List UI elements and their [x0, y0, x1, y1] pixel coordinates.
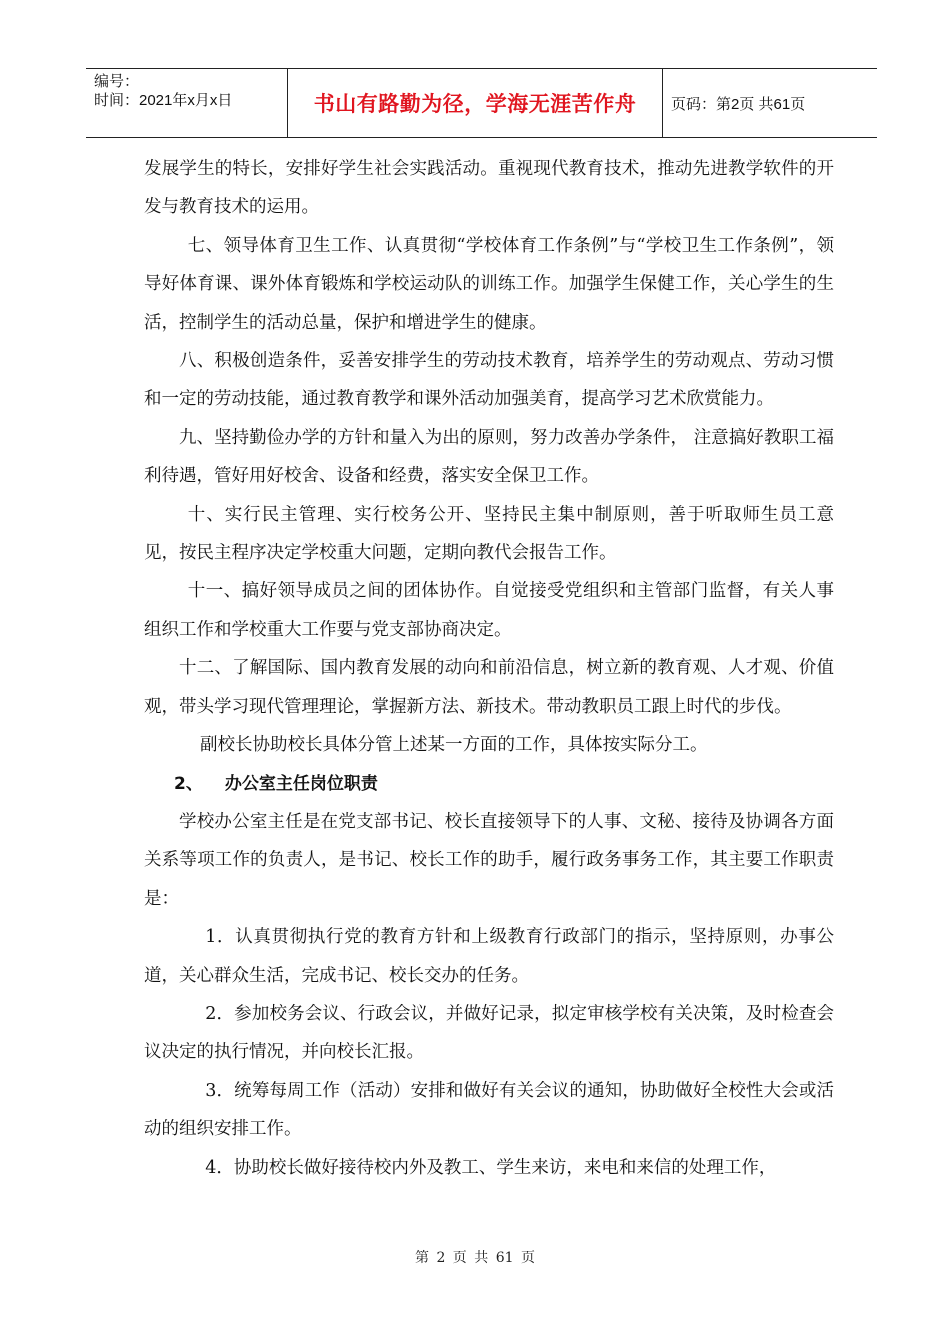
- section-heading: [144, 765, 834, 803]
- paragraph: 副校长协助校长具体分管上述某一方面的工作，具体按实际分工。: [200, 735, 708, 756]
- list-item: 1．认真贯彻执行党的教育方针和上级教育行政部门的指示，坚持原则，办事公道，关心群众生活，完成书记、校长交办的任务。: [144, 927, 834, 986]
- list-item: 4．协助校长做好接待校内外及教工、学生来访，来电和来信的处理工作，: [205, 1157, 777, 1178]
- header-motto-cell: [288, 69, 663, 137]
- paragraph: 九、坚持勤俭办学的方针和量入为出的原则，努力改善办学条件， 注意搞好教职工福利待遇，管好用好校舍、设备和经费，落实安全保卫工作。: [144, 427, 834, 487]
- section-title: 办公室主任岗位职责: [224, 773, 378, 794]
- page-footer: 第 2 页 共 61 页: [415, 1250, 535, 1266]
- page-header: [86, 68, 877, 138]
- intro-paragraph: 学校办公室主任是在党支部书记、校长直接领导下的人事、文秘、接待及协调各方面关系等项工作的负责人，是书记、校长工作的助手，履行政务事务工作，其主要工作职责是：: [144, 811, 834, 909]
- paragraph: 发展学生的特长，安排好学生社会实践活动。重视现代教育技术，推动先进教学软件的开发与教育技术的运用。: [144, 159, 834, 218]
- header-page-info-cell: [663, 69, 877, 137]
- paragraph: 七、领导体育卫生工作、认真贯彻“学校体育工作条例”与“学校卫生工作条例”，领导好体育课、课外体育锻炼和学校运动队的训练工作。加强学生保健工作，关心学生的生活，控制学生的活动总量，保护和增进学生的健康。: [144, 235, 834, 333]
- header-motto: 书山有路勤为径，学海无涯苦作舟: [313, 92, 637, 116]
- document-number: 编号：: [94, 73, 140, 90]
- paragraph: 十二、了解国际、国内教育发展的动向和前沿信息，树立新的教育观、人才观、价值观，带头学习现代管理理论，掌握新方法、新技术。带动教职员工跟上时代的步伐。: [144, 658, 834, 717]
- paragraph: 十一、搞好领导成员之间的团体协作。自觉接受党组织和主管部门监督，有关人事组织工作和学校重大工作要与党支部协商决定。: [144, 581, 834, 640]
- paragraph: 八、积极创造条件，妥善安排学生的劳动技术教育，培养学生的劳动观点、劳动习惯和一定的劳动技能，通过教育教学和课外活动加强美育，提高学习艺术欣赏能力。: [144, 351, 834, 410]
- section-number: 2、: [174, 773, 203, 794]
- header-meta: [86, 69, 288, 137]
- list-item: 3．统筹每周工作（活动）安排和做好有关会议的通知，协助做好全校性大会或活动的组织安排工作。: [144, 1080, 834, 1140]
- header-page-info: 页码：第2页 共61页: [671, 95, 806, 113]
- list-item: 2．参加校务会议、行政会议，并做好记录，拟定审核学校有关决策，及时检查会议决定的执行情况，并向校长汇报。: [144, 1003, 834, 1063]
- document-body: [144, 150, 834, 1187]
- paragraph: 十、实行民主管理、实行校务公开、坚持民主集中制原则，善于听取师生员工意见，按民主程序决定学校重大问题，定期向教代会报告工作。: [144, 504, 834, 564]
- document-time: 时间：2021年x月x日: [94, 92, 233, 109]
